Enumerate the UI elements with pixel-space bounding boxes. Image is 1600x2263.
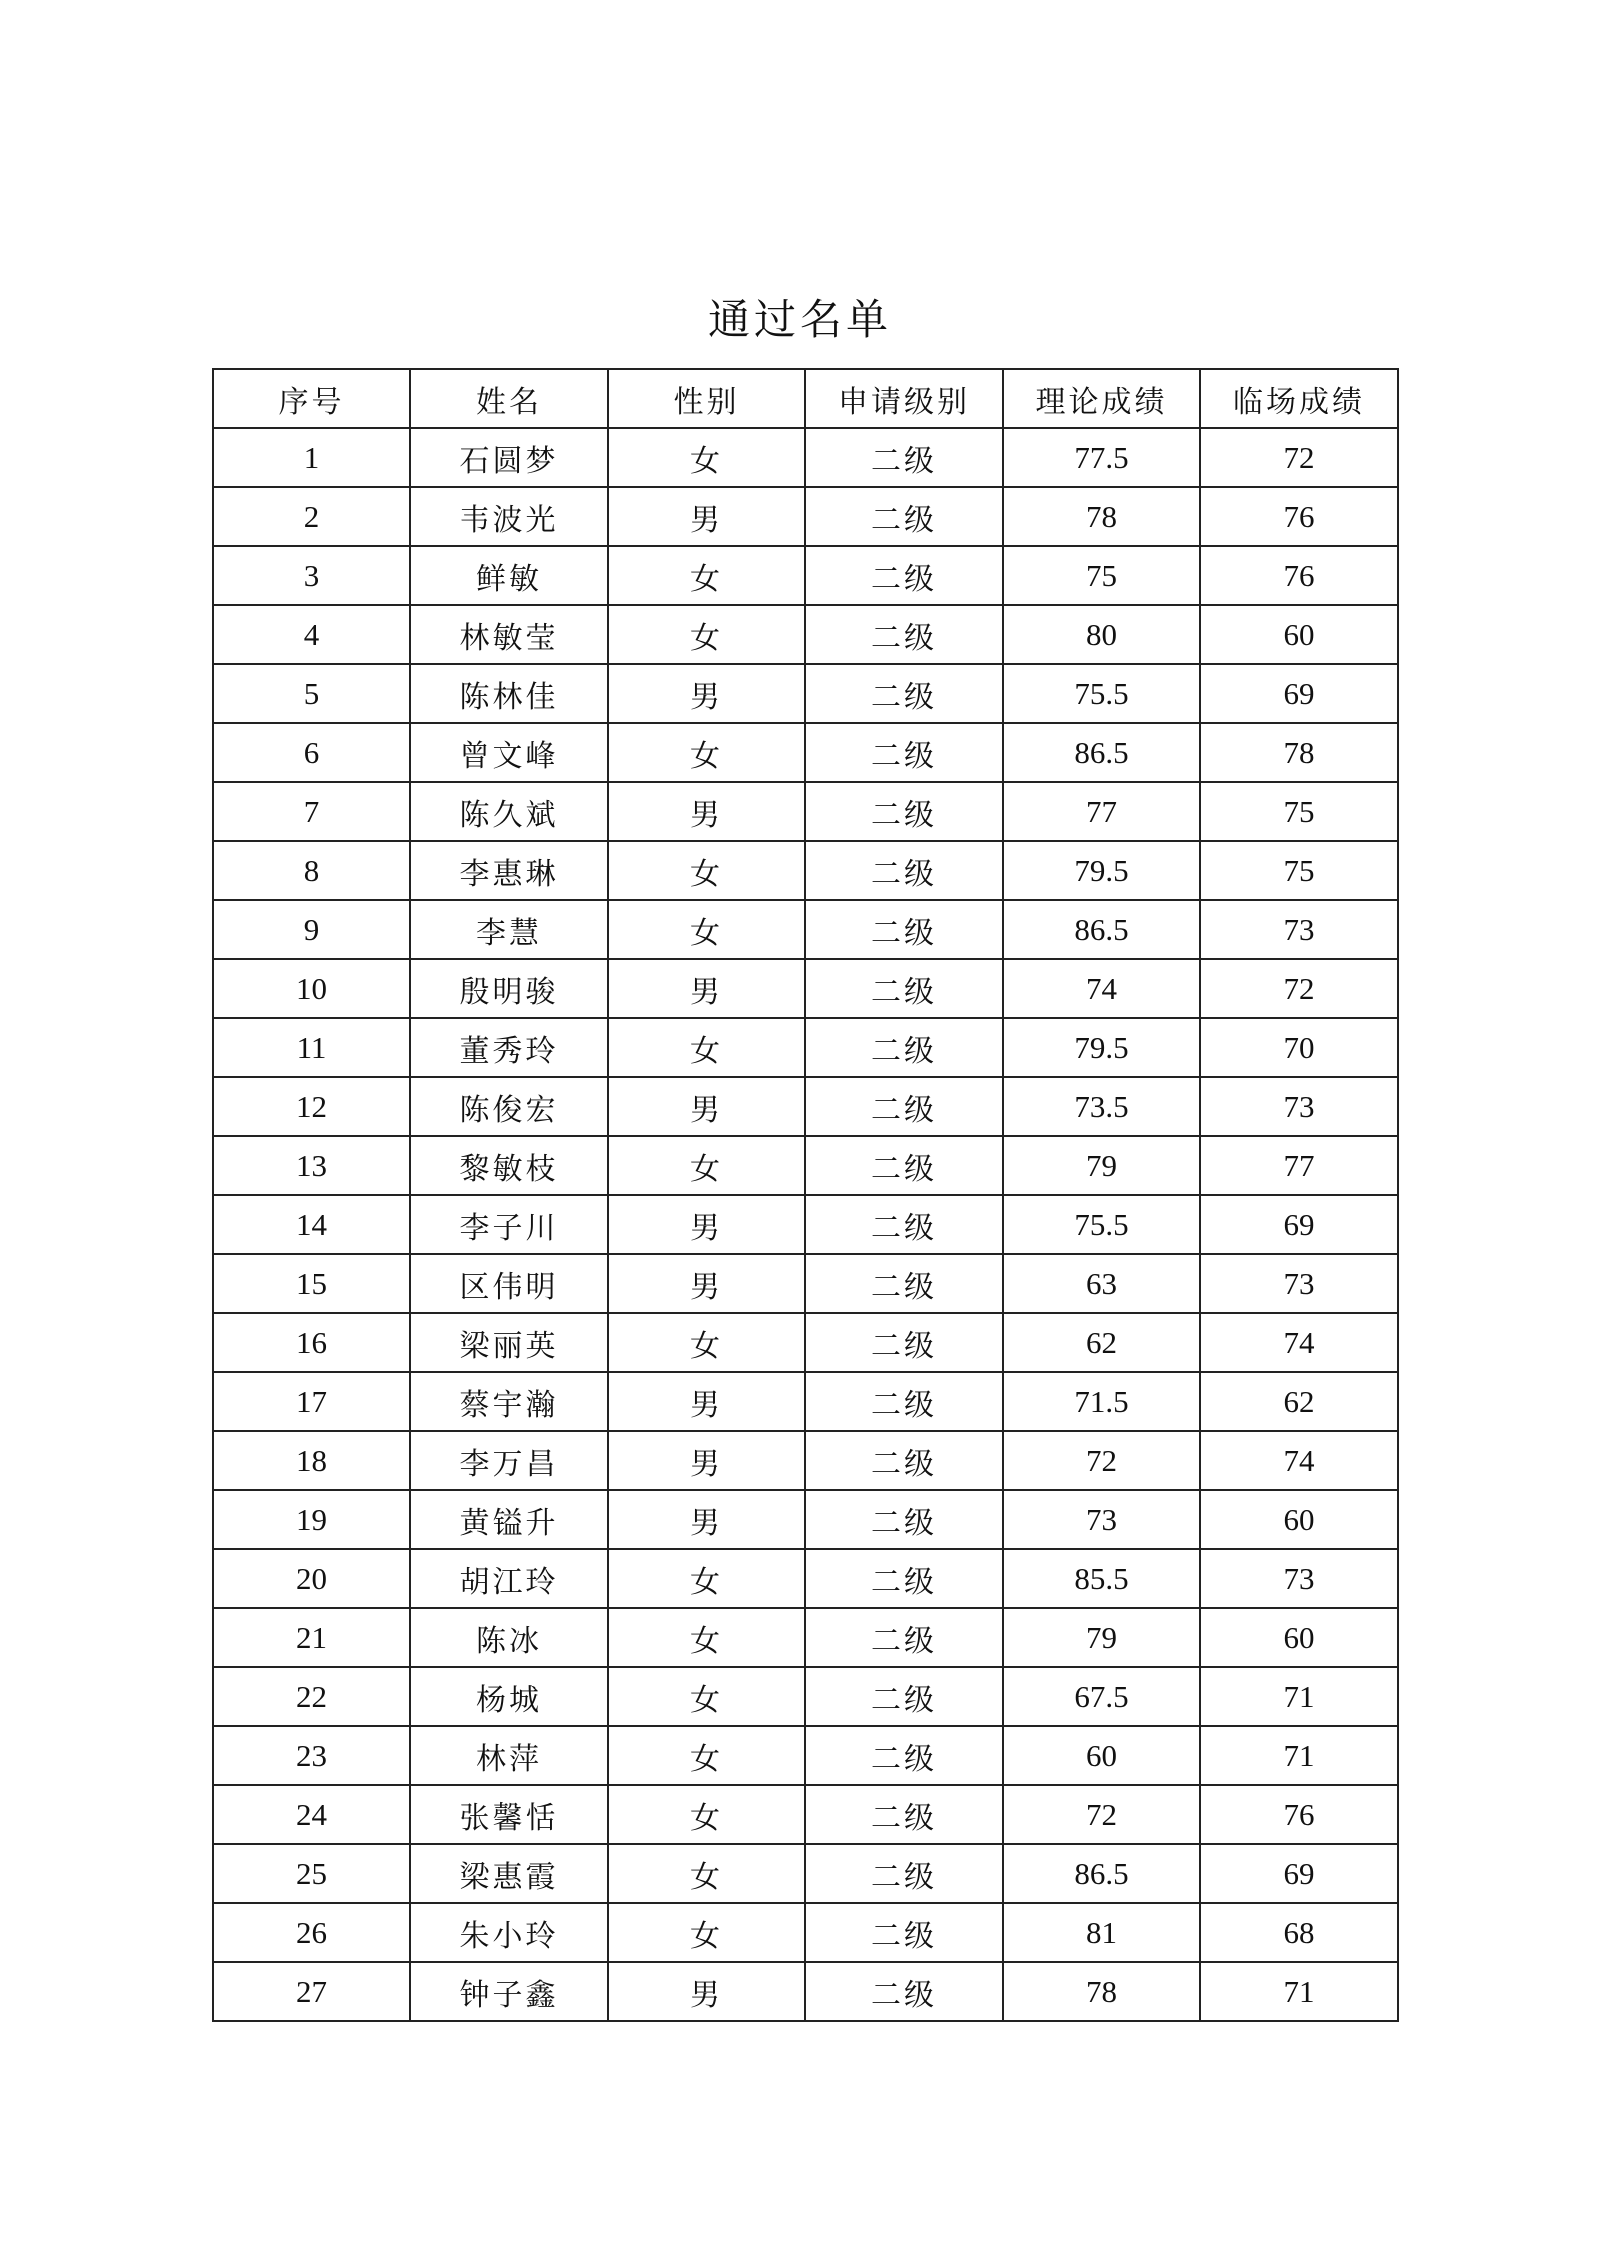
cell-level: 二级 <box>805 605 1003 664</box>
cell-level: 二级 <box>805 900 1003 959</box>
table-row <box>213 1136 1398 1195</box>
cell-theory-score: 86.5 <box>1003 900 1200 959</box>
table-body <box>213 428 1398 2021</box>
cell-index: 15 <box>213 1254 410 1313</box>
cell-level: 二级 <box>805 1844 1003 1903</box>
cell-field-score: 69 <box>1200 664 1398 723</box>
cell-theory-score: 71.5 <box>1003 1372 1200 1431</box>
cell-level: 二级 <box>805 1254 1003 1313</box>
cell-field-score: 74 <box>1200 1313 1398 1372</box>
cell-name: 黎敏枝 <box>410 1136 608 1195</box>
cell-level: 二级 <box>805 1490 1003 1549</box>
cell-level: 二级 <box>805 1077 1003 1136</box>
cell-name: 胡江玲 <box>410 1549 608 1608</box>
cell-level: 二级 <box>805 1431 1003 1490</box>
table-row <box>213 1549 1398 1608</box>
cell-level: 二级 <box>805 959 1003 1018</box>
cell-level: 二级 <box>805 1726 1003 1785</box>
column-header-name: 姓名 <box>410 369 608 428</box>
table-row <box>213 1962 1398 2021</box>
table-row <box>213 1844 1398 1903</box>
cell-theory-score: 79.5 <box>1003 1018 1200 1077</box>
cell-theory-score: 86.5 <box>1003 723 1200 782</box>
cell-name: 林敏莹 <box>410 605 608 664</box>
pass-list-table <box>212 368 1399 2022</box>
cell-field-score: 76 <box>1200 487 1398 546</box>
cell-name: 杨城 <box>410 1667 608 1726</box>
table-row <box>213 1018 1398 1077</box>
cell-index: 17 <box>213 1372 410 1431</box>
table-row <box>213 1313 1398 1372</box>
table-row <box>213 1785 1398 1844</box>
cell-theory-score: 77 <box>1003 782 1200 841</box>
cell-gender: 男 <box>608 1431 805 1490</box>
table-row <box>213 605 1398 664</box>
cell-theory-score: 85.5 <box>1003 1549 1200 1608</box>
cell-name: 石圆梦 <box>410 428 608 487</box>
cell-gender: 女 <box>608 428 805 487</box>
cell-index: 22 <box>213 1667 410 1726</box>
cell-gender: 女 <box>608 1018 805 1077</box>
cell-level: 二级 <box>805 1313 1003 1372</box>
cell-field-score: 69 <box>1200 1195 1398 1254</box>
column-header-theory-score: 理论成绩 <box>1003 369 1200 428</box>
column-header-gender: 性别 <box>608 369 805 428</box>
cell-index: 25 <box>213 1844 410 1903</box>
cell-name: 鲜敏 <box>410 546 608 605</box>
cell-name: 梁惠霞 <box>410 1844 608 1903</box>
table-row <box>213 723 1398 782</box>
cell-index: 27 <box>213 1962 410 2021</box>
cell-theory-score: 78 <box>1003 487 1200 546</box>
cell-name: 林萍 <box>410 1726 608 1785</box>
cell-name: 李慧 <box>410 900 608 959</box>
table-row <box>213 1667 1398 1726</box>
cell-theory-score: 72 <box>1003 1431 1200 1490</box>
cell-level: 二级 <box>805 841 1003 900</box>
cell-name: 李万昌 <box>410 1431 608 1490</box>
cell-gender: 女 <box>608 605 805 664</box>
cell-index: 7 <box>213 782 410 841</box>
cell-index: 24 <box>213 1785 410 1844</box>
cell-name: 陈林佳 <box>410 664 608 723</box>
cell-field-score: 72 <box>1200 959 1398 1018</box>
cell-field-score: 62 <box>1200 1372 1398 1431</box>
cell-gender: 女 <box>608 1903 805 1962</box>
cell-field-score: 73 <box>1200 900 1398 959</box>
cell-name: 陈久斌 <box>410 782 608 841</box>
cell-field-score: 68 <box>1200 1903 1398 1962</box>
table-row <box>213 782 1398 841</box>
cell-field-score: 69 <box>1200 1844 1398 1903</box>
cell-theory-score: 73.5 <box>1003 1077 1200 1136</box>
cell-gender: 女 <box>608 1549 805 1608</box>
cell-index: 16 <box>213 1313 410 1372</box>
table-header <box>213 369 1398 428</box>
cell-name: 殷明骏 <box>410 959 608 1018</box>
cell-field-score: 73 <box>1200 1549 1398 1608</box>
cell-level: 二级 <box>805 782 1003 841</box>
table-row <box>213 900 1398 959</box>
cell-index: 3 <box>213 546 410 605</box>
cell-level: 二级 <box>805 1962 1003 2021</box>
cell-theory-score: 79 <box>1003 1608 1200 1667</box>
cell-index: 5 <box>213 664 410 723</box>
cell-theory-score: 80 <box>1003 605 1200 664</box>
cell-theory-score: 81 <box>1003 1903 1200 1962</box>
cell-gender: 女 <box>608 1608 805 1667</box>
cell-name: 陈俊宏 <box>410 1077 608 1136</box>
cell-theory-score: 72 <box>1003 1785 1200 1844</box>
cell-index: 12 <box>213 1077 410 1136</box>
cell-name: 朱小玲 <box>410 1903 608 1962</box>
cell-gender: 男 <box>608 1077 805 1136</box>
cell-theory-score: 62 <box>1003 1313 1200 1372</box>
cell-theory-score: 77.5 <box>1003 428 1200 487</box>
cell-name: 区伟明 <box>410 1254 608 1313</box>
cell-index: 4 <box>213 605 410 664</box>
cell-gender: 女 <box>608 1844 805 1903</box>
cell-theory-score: 79.5 <box>1003 841 1200 900</box>
table-row <box>213 1372 1398 1431</box>
cell-field-score: 70 <box>1200 1018 1398 1077</box>
cell-field-score: 71 <box>1200 1962 1398 2021</box>
cell-field-score: 71 <box>1200 1667 1398 1726</box>
cell-index: 1 <box>213 428 410 487</box>
cell-gender: 女 <box>608 723 805 782</box>
table-row <box>213 1195 1398 1254</box>
cell-field-score: 72 <box>1200 428 1398 487</box>
cell-gender: 男 <box>608 1962 805 2021</box>
cell-theory-score: 75.5 <box>1003 664 1200 723</box>
column-header-field-score: 临场成绩 <box>1200 369 1398 428</box>
header-row <box>213 369 1398 428</box>
column-header-level: 申请级别 <box>805 369 1003 428</box>
cell-gender: 女 <box>608 841 805 900</box>
table-row <box>213 546 1398 605</box>
cell-theory-score: 74 <box>1003 959 1200 1018</box>
cell-index: 19 <box>213 1490 410 1549</box>
cell-level: 二级 <box>805 1785 1003 1844</box>
cell-field-score: 73 <box>1200 1077 1398 1136</box>
cell-gender: 女 <box>608 900 805 959</box>
cell-gender: 男 <box>608 1372 805 1431</box>
cell-gender: 男 <box>608 664 805 723</box>
table-row <box>213 841 1398 900</box>
cell-name: 梁丽英 <box>410 1313 608 1372</box>
cell-level: 二级 <box>805 1903 1003 1962</box>
cell-level: 二级 <box>805 1018 1003 1077</box>
cell-field-score: 77 <box>1200 1136 1398 1195</box>
cell-theory-score: 79 <box>1003 1136 1200 1195</box>
cell-field-score: 75 <box>1200 841 1398 900</box>
cell-field-score: 60 <box>1200 1608 1398 1667</box>
cell-name: 李惠琳 <box>410 841 608 900</box>
cell-name: 蔡宇瀚 <box>410 1372 608 1431</box>
cell-index: 13 <box>213 1136 410 1195</box>
cell-field-score: 71 <box>1200 1726 1398 1785</box>
cell-gender: 男 <box>608 1254 805 1313</box>
cell-index: 8 <box>213 841 410 900</box>
cell-gender: 男 <box>608 782 805 841</box>
cell-theory-score: 78 <box>1003 1962 1200 2021</box>
cell-level: 二级 <box>805 546 1003 605</box>
cell-level: 二级 <box>805 664 1003 723</box>
table-row <box>213 1490 1398 1549</box>
cell-level: 二级 <box>805 487 1003 546</box>
table-row <box>213 1608 1398 1667</box>
cell-name: 张馨恬 <box>410 1785 608 1844</box>
table-row <box>213 1077 1398 1136</box>
cell-theory-score: 60 <box>1003 1726 1200 1785</box>
cell-gender: 男 <box>608 1490 805 1549</box>
cell-gender: 男 <box>608 487 805 546</box>
cell-name: 韦波光 <box>410 487 608 546</box>
table-row <box>213 428 1398 487</box>
cell-index: 11 <box>213 1018 410 1077</box>
cell-gender: 女 <box>608 1313 805 1372</box>
table-row <box>213 1254 1398 1313</box>
cell-theory-score: 63 <box>1003 1254 1200 1313</box>
table-row <box>213 1431 1398 1490</box>
cell-name: 钟子鑫 <box>410 1962 608 2021</box>
table-row <box>213 959 1398 1018</box>
cell-field-score: 73 <box>1200 1254 1398 1313</box>
cell-level: 二级 <box>805 723 1003 782</box>
cell-index: 2 <box>213 487 410 546</box>
cell-field-score: 60 <box>1200 1490 1398 1549</box>
cell-name: 李子川 <box>410 1195 608 1254</box>
cell-name: 陈冰 <box>410 1608 608 1667</box>
table-row <box>213 1903 1398 1962</box>
cell-index: 10 <box>213 959 410 1018</box>
cell-field-score: 60 <box>1200 605 1398 664</box>
cell-level: 二级 <box>805 1667 1003 1726</box>
page-title: 通过名单 <box>707 295 892 344</box>
cell-level: 二级 <box>805 428 1003 487</box>
cell-level: 二级 <box>805 1136 1003 1195</box>
cell-gender: 女 <box>608 546 805 605</box>
cell-theory-score: 75.5 <box>1003 1195 1200 1254</box>
table-row <box>213 487 1398 546</box>
cell-index: 9 <box>213 900 410 959</box>
cell-gender: 女 <box>608 1726 805 1785</box>
cell-theory-score: 75 <box>1003 546 1200 605</box>
cell-level: 二级 <box>805 1549 1003 1608</box>
cell-gender: 女 <box>608 1136 805 1195</box>
cell-name: 董秀玲 <box>410 1018 608 1077</box>
cell-index: 14 <box>213 1195 410 1254</box>
cell-name: 曾文峰 <box>410 723 608 782</box>
cell-level: 二级 <box>805 1608 1003 1667</box>
cell-level: 二级 <box>805 1195 1003 1254</box>
column-header-index: 序号 <box>213 369 410 428</box>
cell-index: 23 <box>213 1726 410 1785</box>
cell-gender: 男 <box>608 959 805 1018</box>
table-row <box>213 664 1398 723</box>
cell-index: 6 <box>213 723 410 782</box>
cell-gender: 女 <box>608 1785 805 1844</box>
cell-gender: 男 <box>608 1195 805 1254</box>
cell-index: 20 <box>213 1549 410 1608</box>
cell-theory-score: 67.5 <box>1003 1667 1200 1726</box>
cell-name: 黄镒升 <box>410 1490 608 1549</box>
cell-field-score: 76 <box>1200 1785 1398 1844</box>
table-row <box>213 1726 1398 1785</box>
cell-gender: 女 <box>608 1667 805 1726</box>
cell-field-score: 78 <box>1200 723 1398 782</box>
cell-field-score: 76 <box>1200 546 1398 605</box>
cell-index: 18 <box>213 1431 410 1490</box>
cell-index: 21 <box>213 1608 410 1667</box>
cell-index: 26 <box>213 1903 410 1962</box>
cell-level: 二级 <box>805 1372 1003 1431</box>
cell-field-score: 75 <box>1200 782 1398 841</box>
cell-field-score: 74 <box>1200 1431 1398 1490</box>
cell-theory-score: 73 <box>1003 1490 1200 1549</box>
cell-theory-score: 86.5 <box>1003 1844 1200 1903</box>
